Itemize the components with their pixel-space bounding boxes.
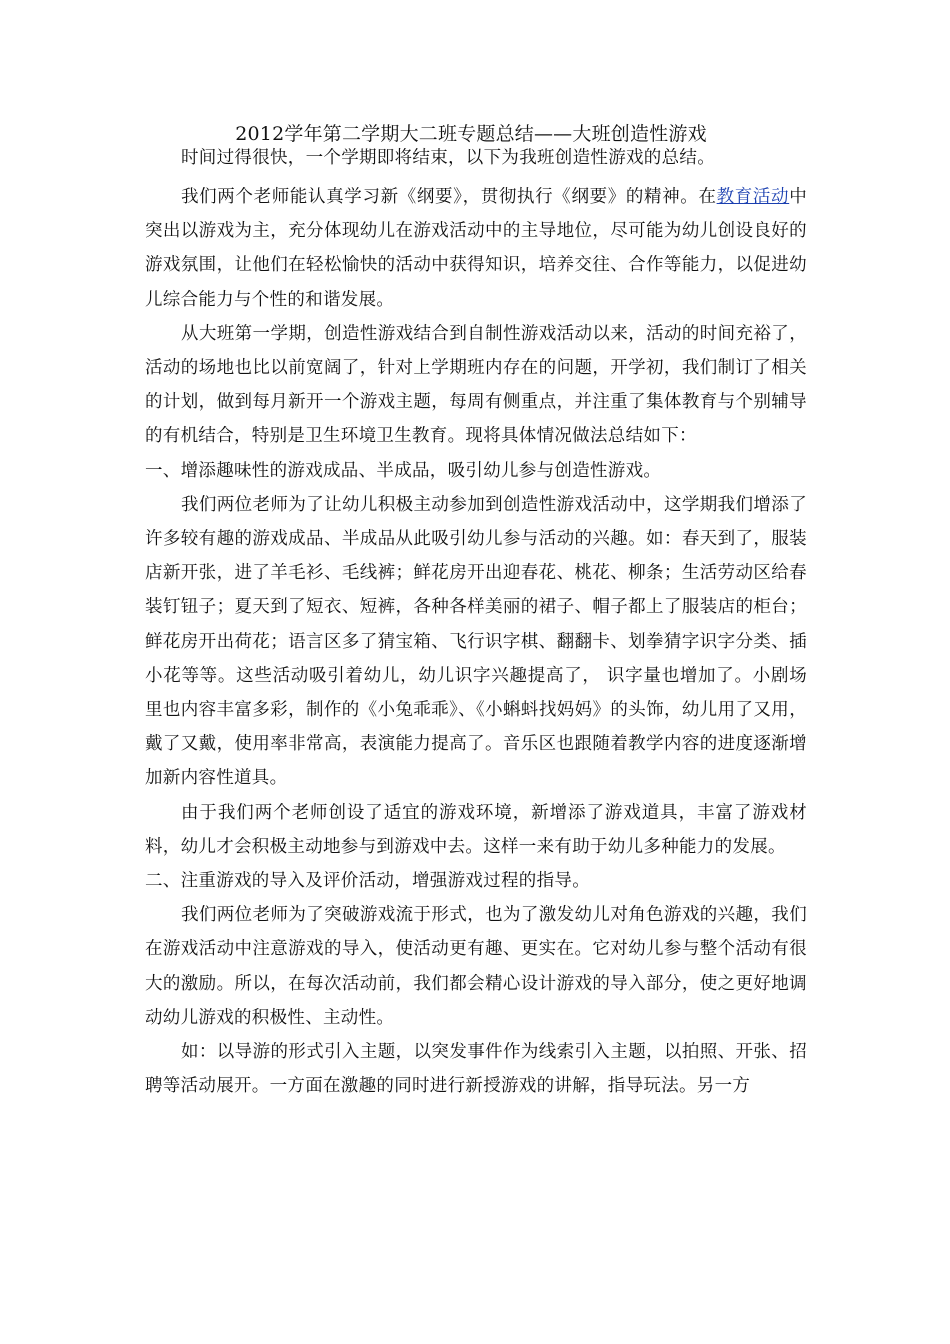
section-heading-2: 二、注重游戏的导入及评价活动，增强游戏过程的指导。 — [145, 871, 590, 892]
document-title: 2012学年第二学期大二班专题总结——大班创造性游戏 — [235, 123, 707, 145]
paragraph-4: 由于我们两个老师创设了适宜的游戏环境，新增添了游戏道具，丰富了游戏材料，幼儿才会积极主动地参与到游戏中去。这样一来有助于幼儿多种能力的发展。 — [145, 802, 807, 857]
paragraph-1 — [145, 180, 807, 317]
document-page — [145, 120, 807, 1103]
intro-paragraph: 时间过得很快，一个学期即将结束，以下为我班创造性游戏的总结。 — [181, 148, 715, 168]
paragraph-1-text-b: 中突出以游戏为主，充分体现幼儿在游戏活动中的主导地位，尽可能为幼儿创设良好的游戏氛围，让他们在轻松愉快的活动中获得知识，培养交往、合作等能力，以促进幼儿综合能力与个性的和谐发展。 — [145, 187, 808, 310]
paragraph-5: 我们两位老师为了突破游戏流于形式，也为了激发幼儿对角色游戏的兴趣，我们在游戏活动中注意游戏的导入，使活动更有趣、更实在。它对幼儿参与整个活动有很大的激励。所以，在每次活动前，我们都会精心设计游戏的导入部分，使之更好地调动幼儿游戏的积极性、主动性。 — [145, 905, 807, 1028]
section-heading-1: 一、增添趣味性的游戏成品、半成品，吸引幼儿参与创造性游戏。 — [145, 460, 662, 481]
paragraph-1-text-a: 我们两个老师能认真学习新《纲要》，贯彻执行《纲要》的精神。在 — [181, 187, 717, 207]
paragraph-2: 从大班第一学期，创造性游戏结合到自制性游戏活动以来，活动的时间充裕了，活动的场地也比以前宽阔了，针对上学期班内存在的问题，开学初，我们制订了相关的计划，做到每月新开一个游戏主题，每周有侧重点，并注重了集体教育与个别辅导的有机结合，特别是卫生环境卫生教育。现将具体情况做法总结如下： — [145, 323, 807, 447]
education-activity-link[interactable]: 教育活动 — [716, 187, 790, 207]
paragraph-3: 我们两位老师为了让幼儿积极主动参加到创造性游戏活动中，这学期我们增添了许多较有趣的游戏成品、半成品从此吸引幼儿参与活动的兴趣。如：春天到了，服装店新开张，进了羊毛衫、毛线裤；鲜花房开出迎春花、桃花、柳条；生活劳动区给春装钉钮子；夏天到了短衣、短裤，各种各样美丽的裙子、帽子都上了服装店的柜台； 鲜花房开出荷花；语言区多了猜宝箱、飞行识字棋、翻翻卡、划拳猜字识字分类、插小花等等。这些活动吸引着幼儿，幼儿识字兴趣提高了， 识字量也增加了。小剧场里也内容丰富多彩，制作的《小兔乖乖》、《小蝌蚪找妈妈》的头饰，幼儿用了又用，戴了又戴，使用率非常高，表演能力提高了。音乐区也跟随着教学内容的进度逐渐增加新内容性道具。 — [145, 494, 807, 789]
paragraph-6: 如：以导游的形式引入主题，以突发事件作为线索引入主题，以拍照、开张、招聘等活动展开。一方面在激趣的同时进行新授游戏的讲解，指导玩法。另一方 — [145, 1042, 807, 1097]
